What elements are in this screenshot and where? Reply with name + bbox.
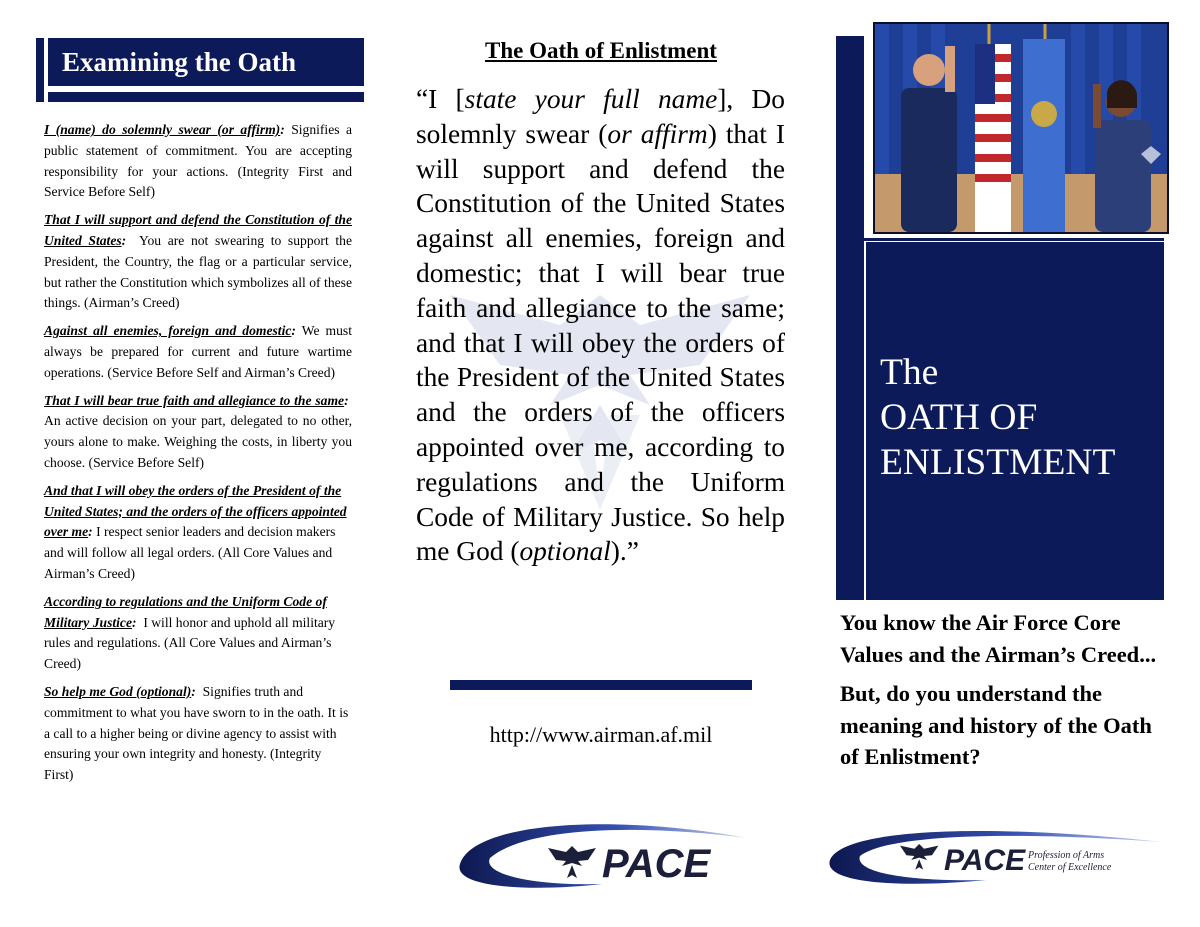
swearing-in-photo: [873, 22, 1169, 234]
left-panel: [36, 36, 366, 783]
explanation-entry: I (name) do solemnly swear (or affirm): Signifies a public statement of commitment. You are accepting responsibility for your actions. (Integrity First and Service Before Self): [44, 122, 352, 200]
cover-title-line: The: [880, 352, 939, 393]
oath-phrase: I (name) do solemnly swear (or affirm): [44, 122, 281, 137]
oath-phrase: Against all enemies, foreign and domestic: [44, 323, 292, 339]
explanation-entry: According to regulations and the Uniform Code of Military Justice: I will honor and uphold all military rules and regulations. (All Core Values and Airman’s Creed): [44, 593, 336, 672]
cover-questions: [840, 607, 1170, 781]
question-core-values: You know the Air Force Core Values and the Airman’s Creed...: [840, 610, 1157, 667]
oath-optional-note: optional: [519, 536, 611, 567]
explanation-text: You are not swearing to support the President, the Country, the flag or a particular service, but rather the Constitution which symbolizes all of these things. (Airman’s Creed): [44, 232, 352, 311]
svg-text:PACE: PACE: [944, 844, 1026, 877]
pace-swoosh-icon: [826, 822, 1166, 888]
svg-text:PACE: PACE: [602, 842, 711, 886]
explanation-entry: That I will bear true faith and allegiance to the same: An active decision on your part, delegated to no other, yours alone to make. Weighing the costs, in liberty you choose. (Service Before Self): [44, 392, 352, 470]
question-oath-meaning: But, do you understand the meaning and history of the Oath of Enlistment?: [840, 681, 1152, 769]
svg-text:Center of Excellence: Center of Excellence: [1028, 862, 1112, 873]
oath-text-part: “I [: [416, 84, 465, 114]
cover-title: [880, 350, 1115, 485]
oath-text: [416, 82, 785, 569]
explanation-entry: So help me God (optional): Signifies truth and commitment to what you have sworn to in the oath. It is a call to a higher being or divine agency to assist with ensuring your own integrity and honesty. (Integrity First): [44, 683, 349, 783]
cover-title-line: OATH OF: [880, 397, 1038, 438]
oath-title: The Oath of Enlistment: [485, 38, 717, 63]
oath-affirm-option: or affirm: [607, 118, 708, 149]
oath-phrase: That I will bear true faith and allegiance to the same: [44, 392, 345, 408]
explanation-text: Signifies a public statement of commitment. You are accepting responsibility for your actions. (Integrity First and Service Before Self): [44, 122, 352, 200]
oath-explanations: [44, 120, 352, 793]
pace-logo: [452, 812, 752, 890]
explanation-entry: And that I will obey the orders of the President of the United States; and the orders of the officers appointed over me: I respect senior leaders and decision makers and will follow all legal orders. (All Core Values and Airman’s Creed): [44, 482, 347, 581]
section-heading: Examining the Oath: [48, 38, 364, 86]
explanation-entry: Against all enemies, foreign and domestic: We must always be prepared for current and future wartime operations. (Service Before Self and Airman’s Creed): [44, 323, 352, 380]
oath-text-part: ) that I will support and defend the Constitution of the United States against all enemies, foreign and domestic; that I will bear true faith and allegiance to the same; and that I will obey the orders of the President of the United States and the orders of the officers appointed over me, according to regulations and the Uniform Code of Military Justice. So help me God (: [416, 118, 786, 567]
explanation-text: I will honor and uphold all military rules and regulations. (All Core Values and Airman’s Creed): [44, 614, 336, 672]
explanation-text: We must always be prepared for current and future wartime operations. (Service Before Self and Airman’s Creed): [44, 323, 352, 380]
oath-text-part: ], Do solemnly swear (: [416, 84, 785, 149]
cover-stripe: [836, 36, 864, 600]
explanation-text: An active decision on your part, delegated to no other, yours alone to make. Weighing the costs, in liberty you choose. (Service Before Self): [44, 413, 352, 470]
divider-rule: [450, 680, 752, 690]
oath-phrase: That I will support and defend the Constitution of the United States: [44, 212, 352, 248]
oath-phrase: And that I will obey the orders of the President of the United States; and the orders of the officers appointed over me: [44, 482, 347, 540]
svg-text:Profession of Arms: Profession of Arms: [1028, 850, 1105, 861]
ceremony-photo-icon: [875, 24, 1167, 232]
oath-name-placeholder: state your full name: [464, 84, 718, 114]
oath-text-part: ).”: [610, 536, 639, 567]
explanation-entry: That I will support and defend the Constitution of the United States: You are not swearing to support the President, the Country, the flag or a particular service, but rather the Constitution which symbolizes all of these things. (Airman’s Creed): [44, 212, 352, 311]
oath-phrase: So help me God (optional): [44, 683, 192, 699]
explanation-text: Signifies truth and commitment to what you have sworn to in the oath. It is a call to a higher being or divine agency to assist with ensuring your own integrity and honesty. (Integrity First): [44, 683, 349, 783]
header-rule: [48, 92, 364, 102]
pace-swoosh-icon: [452, 812, 752, 890]
header-accent-bar: [36, 38, 44, 102]
cover-title-line: ENLISTMENT: [880, 442, 1116, 483]
cover-separator: [864, 238, 1164, 241]
website-url[interactable]: http://www.airman.af.mil: [489, 722, 713, 747]
pace-logo-full: [826, 822, 1166, 888]
section-header: [36, 36, 366, 102]
explanation-text: I respect senior leaders and decision makers and will follow all legal orders. (All Core Values and Airman’s Creed): [44, 524, 336, 581]
oath-phrase: According to regulations and the Uniform Code of Military Justice: [44, 593, 327, 630]
